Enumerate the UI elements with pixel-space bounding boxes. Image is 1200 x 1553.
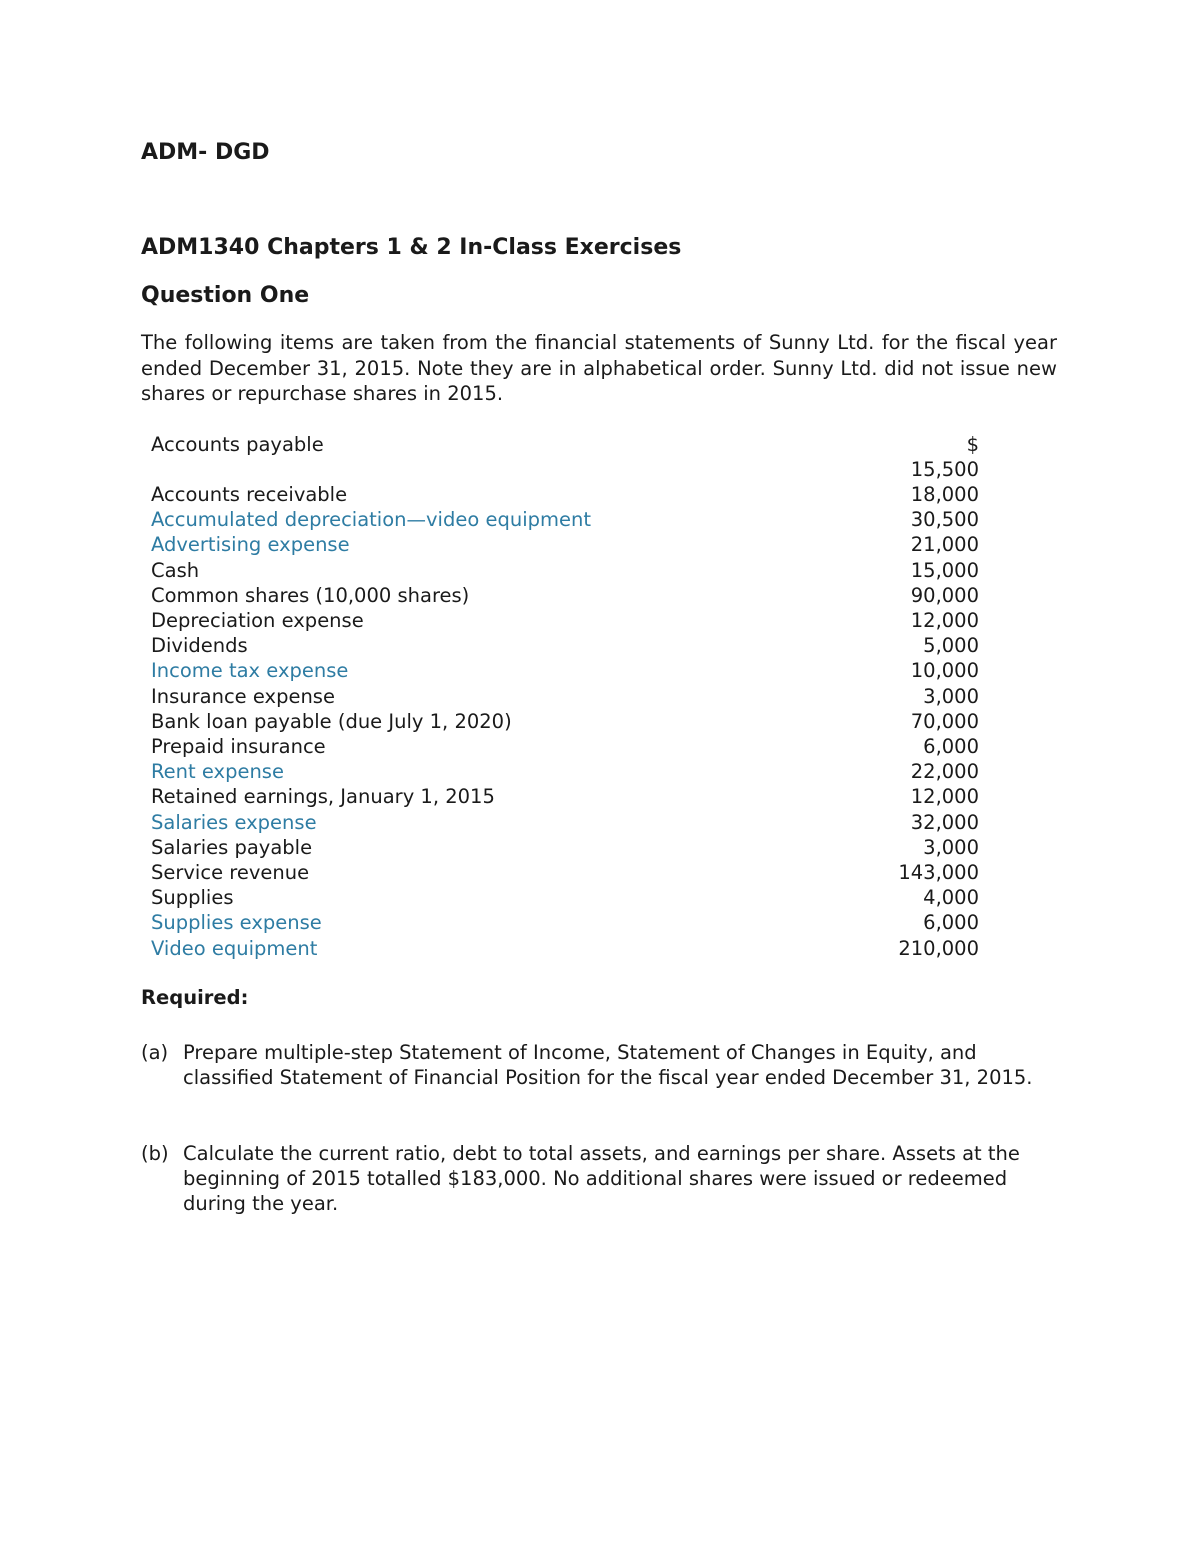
- currency-symbol: $: [966, 433, 979, 456]
- financial-item-row: [151, 860, 979, 885]
- financial-item-label: Rent expense: [151, 760, 284, 784]
- financial-item-label: Common shares (10,000 shares): [151, 583, 470, 607]
- required-item-a-text: Prepare multiple-step Statement of Income, Statement of Changes in Equity, and classified Statement of Financial Position for the fiscal year ended December 31, 2015.: [183, 1041, 1033, 1089]
- financial-item-row: [151, 633, 979, 658]
- financial-item-label: Advertising expense: [151, 533, 350, 557]
- financial-item-label: Cash: [151, 558, 200, 582]
- required-item-b-text: Calculate the current ratio, debt to total assets, and earnings per share. Assets at the beginning of 2015 totalled $183,000. No additional shares were issued or redeemed during the year.: [183, 1142, 1020, 1215]
- financial-item-row: [151, 759, 979, 784]
- financial-item-amount: 30,500: [910, 508, 979, 532]
- financial-item-amount: 10,000: [910, 659, 979, 683]
- required-item-a-letter: (a): [141, 1041, 169, 1064]
- required-item-b: [141, 1141, 1061, 1216]
- financial-item-row: [151, 936, 979, 961]
- financial-item-amount: [851, 432, 979, 482]
- financial-item-row: [151, 885, 979, 910]
- financial-item-row: [151, 558, 979, 583]
- required-item-b-letter: (b): [141, 1142, 169, 1165]
- financial-item-row: [151, 658, 979, 683]
- financial-items-table: [151, 432, 979, 961]
- financial-item-amount: 4,000: [923, 886, 979, 910]
- financial-item-label: Bank loan payable (due July 1, 2020): [151, 709, 512, 733]
- financial-item-row: [151, 734, 979, 759]
- financial-item-amount: 22,000: [910, 760, 979, 784]
- financial-item-row: [151, 684, 979, 709]
- financial-item-amount: 70,000: [910, 709, 979, 733]
- financial-item-label: Accounts payable: [151, 433, 324, 456]
- financial-item-label: Service revenue: [151, 861, 310, 885]
- financial-item-amount: 90,000: [910, 583, 979, 607]
- financial-item-label: Supplies expense: [151, 911, 322, 935]
- financial-item-row: [151, 532, 979, 557]
- financial-item-amount: 3,000: [923, 835, 979, 859]
- financial-item-amount: 6,000: [923, 735, 979, 759]
- financial-item-label: Prepaid insurance: [151, 735, 326, 759]
- financial-item-amount: 3,000: [923, 684, 979, 708]
- document-title: ADM1340 Chapters 1 & 2 In-Class Exercises: [141, 235, 682, 260]
- financial-item-label: Salaries payable: [151, 835, 313, 859]
- financial-item-label: Insurance expense: [151, 684, 335, 708]
- question-intro: The following items are taken from the financial statements of Sunny Ltd. for the fiscal year ended December 31, 2015. Note they are in alphabetical order. Sunny Ltd. did not issue new shares or repurchase shares in 2015.: [141, 331, 1057, 405]
- financial-item-amount: 5,000: [923, 634, 979, 658]
- financial-item-row: [151, 507, 979, 532]
- financial-item-row: [151, 482, 979, 507]
- financial-item-amount: 32,000: [910, 810, 979, 834]
- required-item-a: [141, 1040, 1061, 1090]
- question-heading: Question One: [141, 283, 310, 308]
- financial-item-row: [151, 608, 979, 633]
- financial-item-row: [151, 835, 979, 860]
- financial-item-label: Dividends: [151, 634, 248, 658]
- financial-item-amount: 210,000: [898, 936, 979, 960]
- financial-item-label: Retained earnings, January 1, 2015: [151, 785, 495, 809]
- financial-item-amount: 15,000: [910, 558, 979, 582]
- financial-item-label: Supplies: [151, 886, 234, 910]
- financial-item-row: [151, 910, 979, 935]
- financial-item-value: 15,500: [910, 458, 979, 481]
- financial-item-row: [151, 583, 979, 608]
- financial-item-amount: 18,000: [910, 483, 979, 506]
- course-code: ADM- DGD: [141, 140, 270, 165]
- financial-item-label: Video equipment: [151, 936, 318, 960]
- financial-item-amount: 12,000: [910, 785, 979, 809]
- financial-item-row: [151, 784, 979, 809]
- financial-item-row: [151, 432, 979, 482]
- financial-item-label: Accounts receivable: [151, 483, 348, 506]
- financial-item-amount: 12,000: [910, 609, 979, 633]
- financial-item-row: [151, 810, 979, 835]
- required-label: Required:: [141, 986, 249, 1009]
- financial-item-label: Accumulated depreciation—video equipment: [151, 508, 592, 532]
- financial-item-label: Income tax expense: [151, 659, 349, 683]
- financial-item-amount: 21,000: [910, 533, 979, 557]
- financial-item-row: [151, 709, 979, 734]
- financial-item-label: Depreciation expense: [151, 609, 364, 633]
- financial-item-amount: 143,000: [898, 861, 979, 885]
- financial-item-amount: 6,000: [923, 911, 979, 935]
- financial-item-label: Salaries expense: [151, 810, 317, 834]
